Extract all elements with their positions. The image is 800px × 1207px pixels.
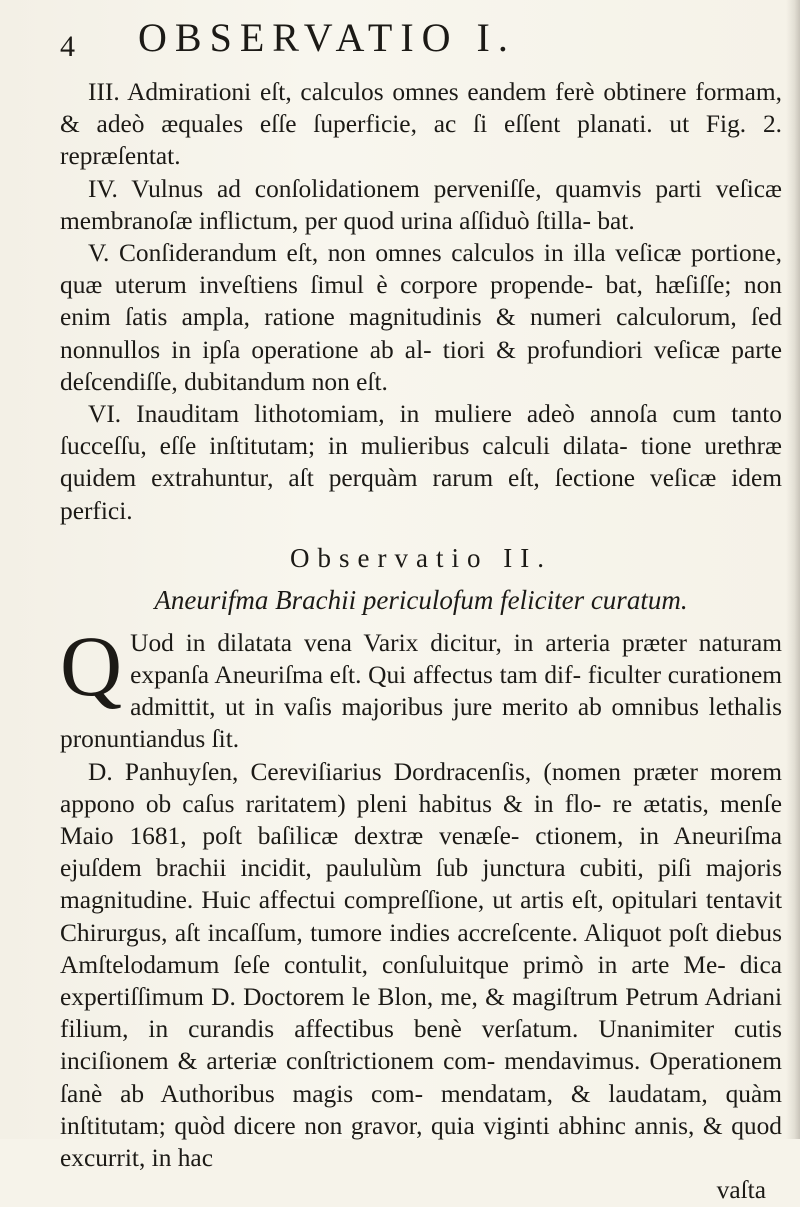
page-header: [60, 14, 760, 70]
paragraph-vi: VI. Inauditam lithotomiam, in muliere adeò annoſa cum tanto ſucceſſu, eſſe inſtitutam; in mulieribus calculi dilata- tione urethræ quidem extrahuntur, aſt perquàm rarum eſt, ſectione veſicæ idem perfici.: [60, 400, 782, 525]
first-paragraph-text: Uod in dilatata vena Varix dicitur, in arteria præter naturam expanſa Aneuriſma eſt. Qui affectus tam dif- ficulter curationem admittit, ut in vaſis majoribus jure merito ab omnibus lethalis pronuntiandus ſit.: [60, 628, 782, 754]
page-number: 4: [60, 30, 75, 63]
page-body: [60, 76, 782, 1207]
running-head: OBSERVATIO I.: [138, 15, 516, 60]
observation-heading: Observatio II.: [290, 542, 552, 573]
page-edge-shadow: [786, 0, 800, 1139]
observation-second-paragraph: D. Panhuyſen, Cereviſiarius Dordracenſis, (nomen præter morem appono ob caſus raritatem) pleni habitus & in flo- re ætatis, menſe Maio 1681, poſt baſilicæ dextræ venæſe- ctionem, in Aneuriſma ejuſdem brachii incidit, paululùm ſub junctura cubiti, piſi majoris magnitudine. Huic affectui compreſſione, ut artis eſt, opitulari tentavit Chirurgus, aſt incaſſum, tumore indies accreſcente. Aliquot poſt diebus Amſtelodamum ſeſe contulit, conſuluitque primò in arte Me- dica expertiſſimum D. Doctorem le Blon, me, & magiſtrum Petrum Adriani filium, in curandis affectibus benè verſatum. Unanimiter cutis inciſionem & arteriæ conſtrictionem com- mendavimus. Operationem ſanè ab Authoribus magis com- mendatam, & laudatam, quàm inſtitutam; quòd dicere non gravor, quia viginti abhinc annis, & quod excurrit, in hac: [60, 757, 782, 1173]
drop-cap-letter: Q: [60, 617, 123, 714]
paragraph-iv: IV. Vulnus ad conſolidationem perveniſſe, quamvis parti veſicæ membranoſæ inflictum, per quod urina aſſiduò ſtilla- bat.: [60, 174, 782, 235]
catchword: vaſta: [716, 1176, 766, 1205]
observation-first-paragraph: [60, 617, 782, 756]
paragraph-v: V. Conſiderandum eſt, non omnes calculos in illa veſicæ portione, quæ uterum inveſtiens ſimul è corpore propende- bat, hæſiſſe; non enim ſatis ampla, ratione magnitudinis & numeri calculorum, ſed nonnullos in ipſa operatione ab al- tiori & profundiori veſicæ parte deſcendiſſe, dubitandum non eſt.: [60, 239, 782, 396]
observation-subtitle: Aneurifma Brachii periculofum feliciter curatum.: [154, 584, 688, 615]
paragraph-iii: III. Admirationi eſt, calculos omnes eandem ferè obtinere formam, & adeò æquales eſſe ſuperficie, ac ſi eſſent planati. ut Fig. 2. repræſentat.: [60, 78, 782, 171]
